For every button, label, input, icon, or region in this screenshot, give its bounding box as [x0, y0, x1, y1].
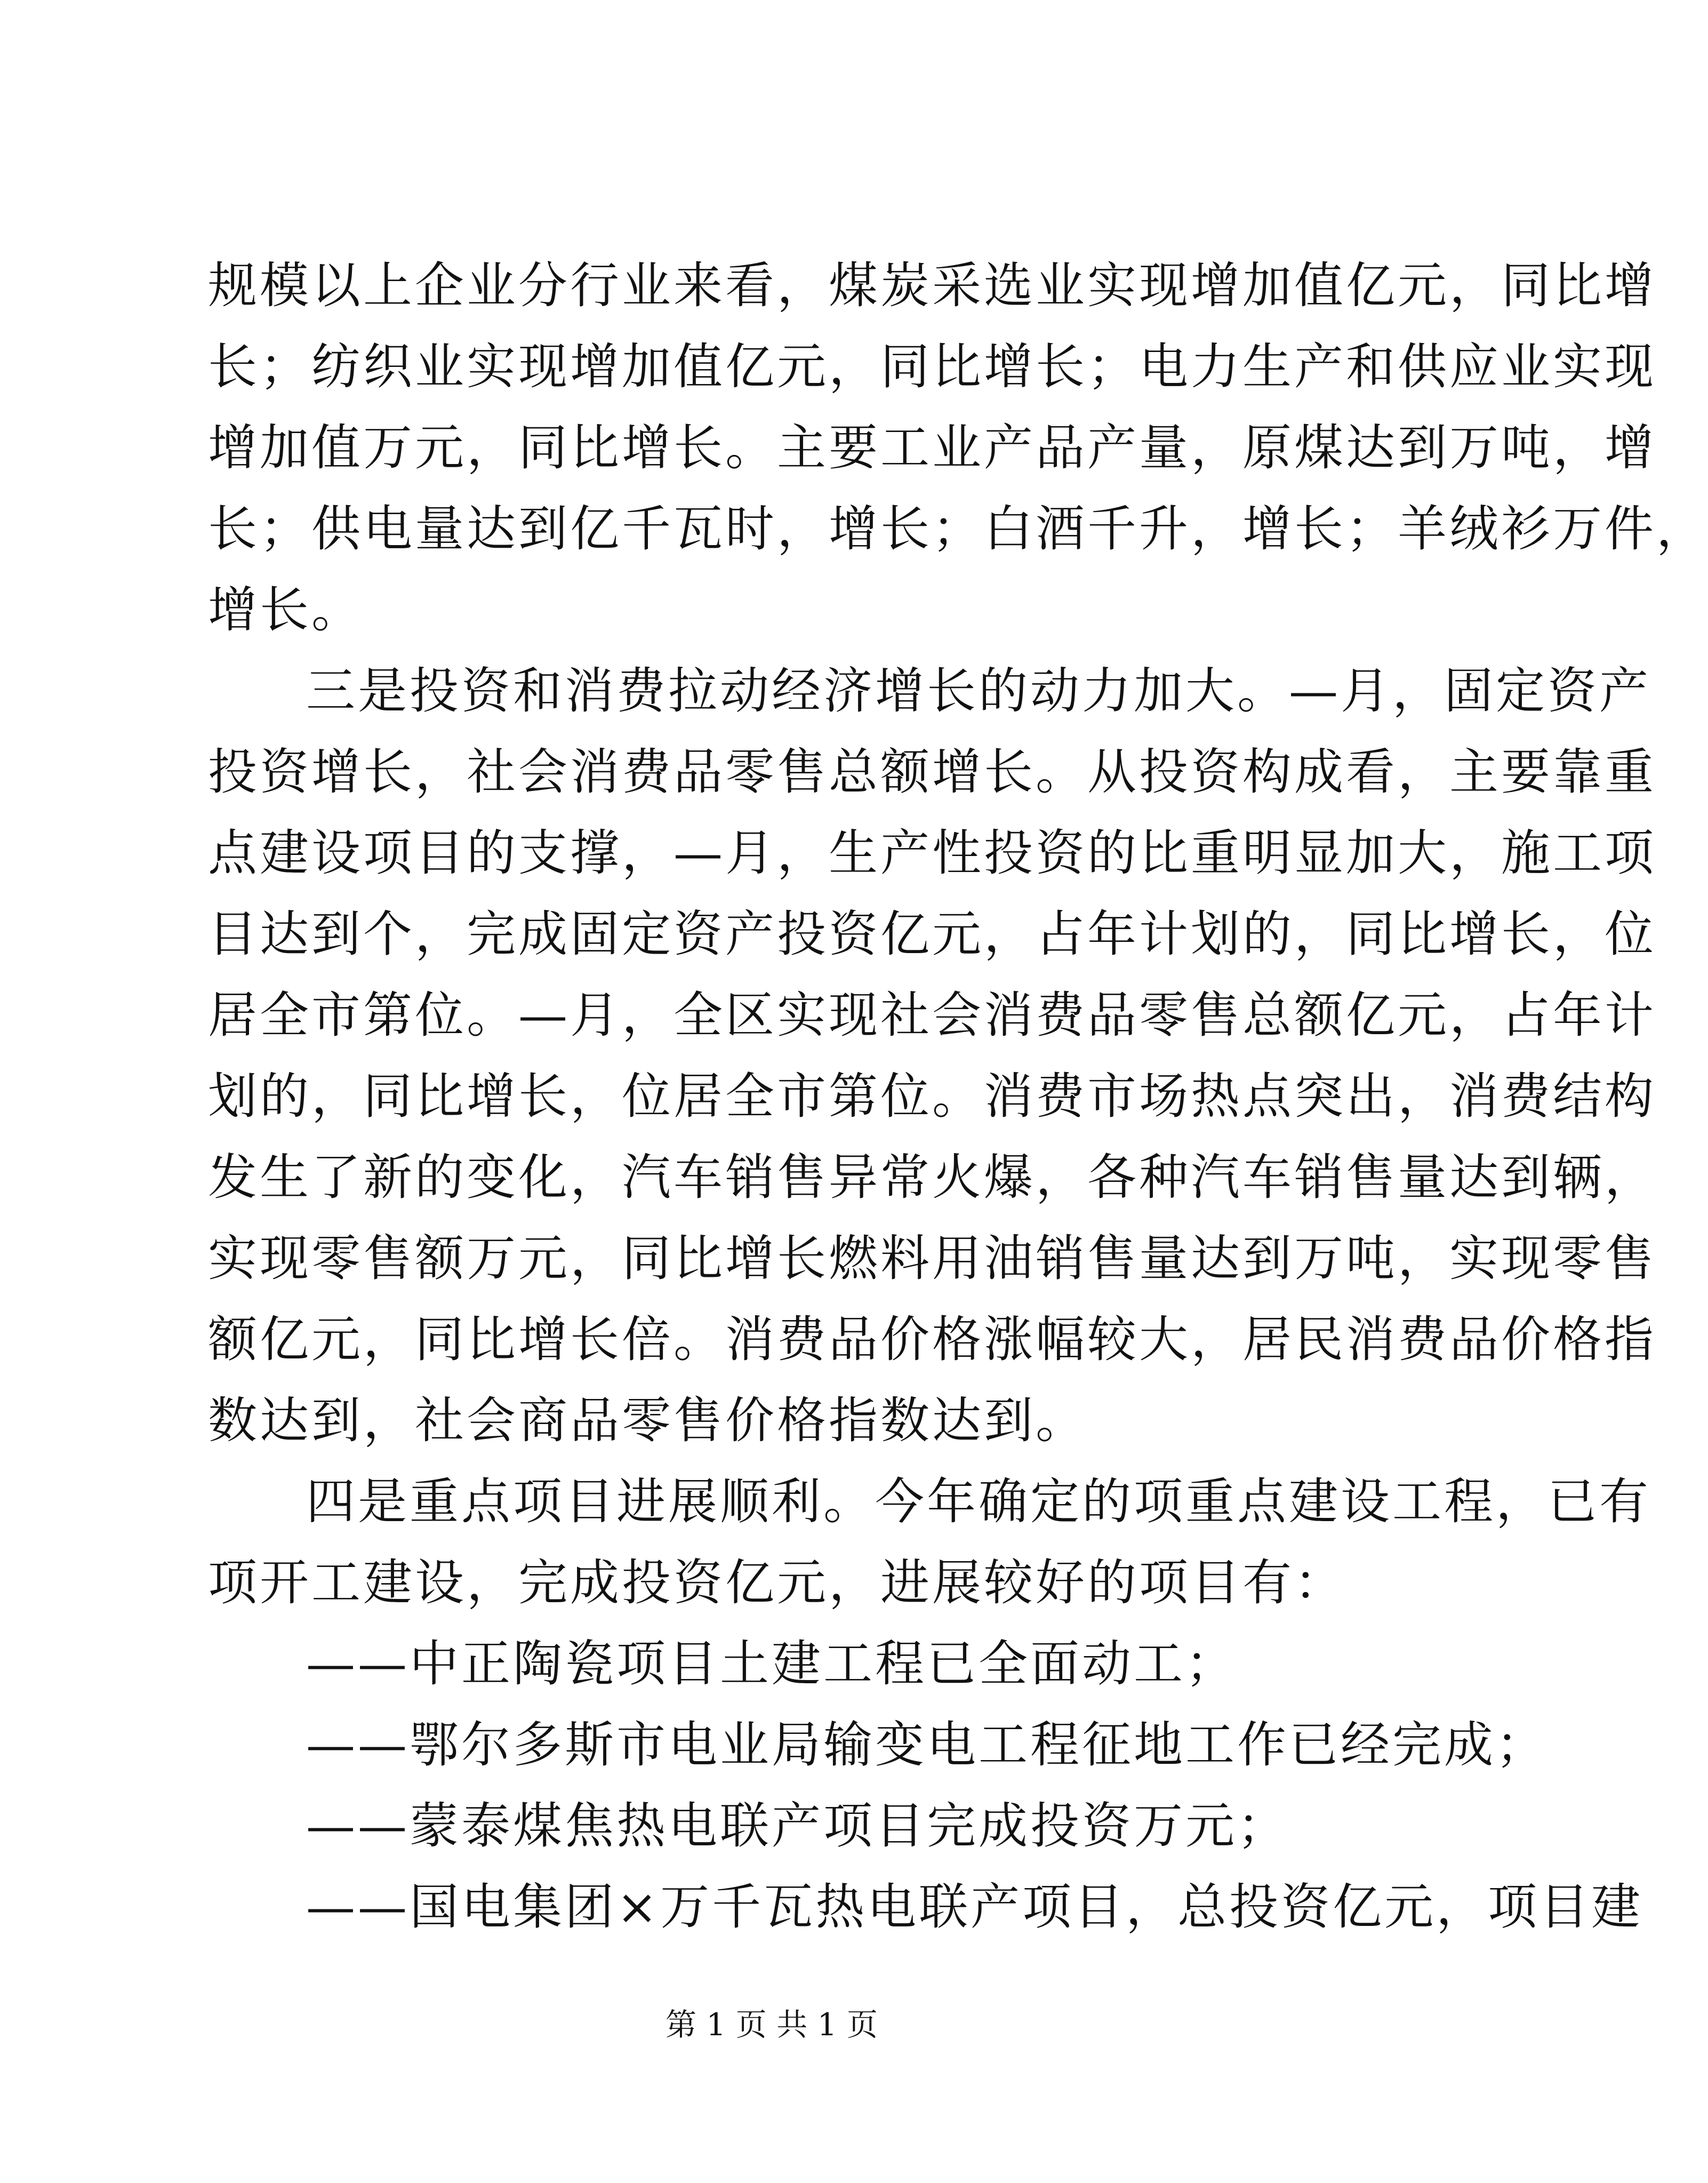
text-line: 数达到，社会商品零售价格指数达到。: [208, 1392, 1088, 1449]
text-line: 长；供电量达到亿千瓦时，增长；白酒千升，增长；羊绒衫万件，: [208, 500, 1708, 557]
page-footer: 第 1 页 共 1 页: [665, 2006, 878, 2043]
text-line: 目达到个，完成固定资产投资亿元，占年计划的，同比增长，位: [208, 906, 1657, 963]
list-item: ——国电集团×万千瓦热电联产项目，总投资亿元，项目建: [306, 1878, 1643, 1936]
text-line: 四是重点项目进展顺利。今年确定的项重点建设工程，已有: [306, 1473, 1651, 1530]
text-line: 实现零售额万元，同比增长燃料用油销售量达到万吨，实现零售: [208, 1230, 1657, 1287]
list-item: ——鄂尔多斯市电业局输变电工程征地工作已经完成；: [306, 1716, 1548, 1773]
text-line: 额亿元，同比增长倍。消费品价格涨幅较大，居民消费品价格指: [208, 1311, 1657, 1368]
text-line: 增长。: [208, 581, 364, 638]
text-line: 发生了新的变化，汽车销售异常火爆，各种汽车销售量达到辆，: [208, 1149, 1657, 1206]
text-line: 划的，同比增长，位居全市第位。消费市场热点突出，消费结构: [208, 1068, 1657, 1125]
text-line: 规模以上企业分行业来看，煤炭采选业实现增加值亿元，同比增: [208, 257, 1657, 314]
text-line: 点建设项目的支撑，—月，生产性投资的比重明显加大，施工项: [208, 825, 1657, 882]
text-line: 三是投资和消费拉动经济增长的动力加大。—月，固定资产: [306, 662, 1651, 719]
text-line: 长；纺织业实现增加值亿元，同比增长；电力生产和供应业实现: [208, 338, 1657, 395]
text-line: 增加值万元，同比增长。主要工业产品产量，原煤达到万吨，增: [208, 419, 1657, 476]
text-line: 投资增长，社会消费品零售总额增长。从投资构成看，主要靠重: [208, 743, 1657, 801]
list-item: ——蒙泰煤焦热电联产项目完成投资万元；: [306, 1797, 1289, 1854]
text-line: 居全市第位。—月，全区实现社会消费品零售总额亿元，占年计: [208, 987, 1657, 1044]
list-item: ——中正陶瓷项目土建工程已全面动工；: [306, 1635, 1238, 1692]
document-body: [208, 245, 1708, 1948]
text-line: 项开工建设，完成投资亿元，进展较好的项目有：: [208, 1554, 1346, 1611]
